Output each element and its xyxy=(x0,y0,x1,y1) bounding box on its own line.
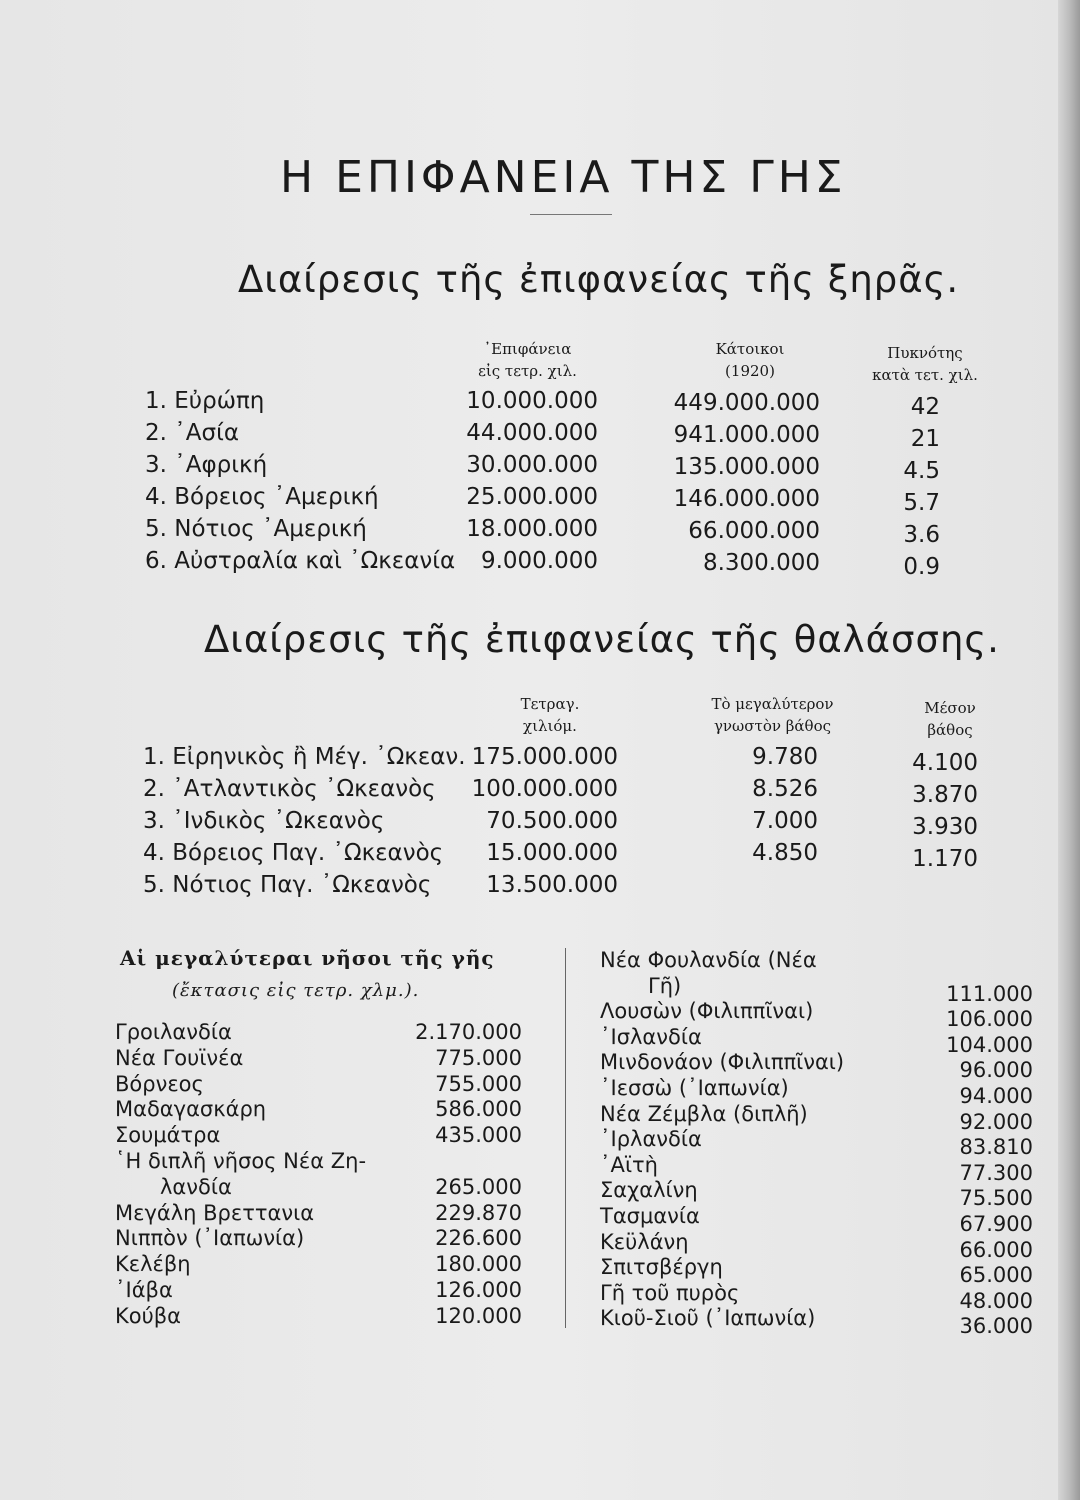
island-name: Γῆ τοῦ πυρὸς xyxy=(600,1280,740,1305)
sea-row-mean-depth: 3.870 xyxy=(912,782,978,808)
page-edge xyxy=(1058,0,1080,1500)
land-row-pop: 135.000.000 xyxy=(673,454,820,480)
sea-row-name: 3. ᾿Ινδικὸς ᾿Ωκεανὸς xyxy=(143,808,385,834)
island-name: Νέα Φουλανδία (Νέα xyxy=(600,948,817,972)
island-name: Σπιτσβέργη xyxy=(600,1255,723,1280)
island-area: 94.000 xyxy=(959,1084,1033,1108)
land-col-pop-line1: Κάτοικοι xyxy=(715,340,785,358)
island-name: Νιππὸν (᾿Ιαπωνία) xyxy=(115,1226,305,1251)
island-name: ῾Η διπλῆ νῆσος Νέα Ζη- xyxy=(115,1149,367,1173)
land-row-area: 9.000.000 xyxy=(480,548,598,574)
island-area: 755.000 xyxy=(435,1071,522,1096)
island-area: 106.000 xyxy=(946,1007,1033,1032)
land-row-name: 1. Εὐρώπη xyxy=(145,388,265,414)
land-row-name: 3. ᾿Αφρική xyxy=(145,452,268,478)
sea-row-max-depth: 9.780 xyxy=(752,744,818,770)
island-area: 126.000 xyxy=(435,1278,522,1302)
land-row-pop: 449.000.000 xyxy=(673,390,820,416)
land-col-pop-line2: (1920) xyxy=(725,362,775,380)
island-area: 2.170.000 xyxy=(415,1020,522,1044)
island-name: Σαχαλίνη xyxy=(600,1178,698,1203)
land-row-pop: 941.000.000 xyxy=(673,422,820,448)
land-col-density-line1: Πυκνότης xyxy=(887,344,963,362)
land-row-area: 44.000.000 xyxy=(466,420,598,446)
land-row-density: 0.9 xyxy=(903,554,940,580)
island-area: 586.000 xyxy=(435,1097,522,1122)
island-name: ᾿Ισλανδία xyxy=(600,1024,702,1049)
land-row-density: 3.6 xyxy=(903,522,940,548)
sea-row-area: 70.500.000 xyxy=(486,808,618,834)
sea-row-name: 1. Εἰρηνικὸς ἢ Μέγ. ᾿Ωκεαν. xyxy=(143,744,466,770)
island-area: 36.000 xyxy=(959,1314,1033,1339)
land-row-name: 6. Αὐστραλία καὶ ᾿Ωκεανία xyxy=(145,548,456,574)
sea-col-max-line1: Τὸ μεγαλύτερον xyxy=(711,695,834,713)
island-name: Μεγάλη Βρεττανια xyxy=(115,1200,315,1225)
islands-subheading: (ἔκτασις εἰς τετρ. χλμ.). xyxy=(172,980,420,1001)
sea-row-name: 4. Βόρειος Παγ. ᾿Ωκεανὸς xyxy=(143,840,444,866)
land-col-pop-header xyxy=(660,338,840,382)
island-name: Κεϋλάνη xyxy=(600,1229,689,1254)
island-name: Σουμάτρα xyxy=(115,1123,221,1148)
title-rule xyxy=(530,214,612,215)
island-area: 77.300 xyxy=(959,1160,1033,1185)
island-name: ᾿Ιάβα xyxy=(115,1278,173,1302)
island-name: ᾿Ιρλανδία xyxy=(600,1127,702,1152)
island-area: 83.810 xyxy=(959,1135,1033,1160)
island-area: 66.000 xyxy=(959,1237,1033,1262)
land-row-area: 25.000.000 xyxy=(466,484,598,510)
land-row-name: 2. ᾿Ασία xyxy=(145,420,240,446)
sea-col-max-line2: γνωστὸν βάθος xyxy=(713,717,832,735)
island-area: 775.000 xyxy=(435,1045,522,1070)
islands-heading: Αἱ μεγαλύτεραι νῆσοι τῆς γῆς xyxy=(120,946,495,970)
sea-row-name: 5. Νότιος Παγ. ᾿Ωκεανὸς xyxy=(143,872,432,898)
land-row-density: 42 xyxy=(910,394,940,420)
sea-row-max-depth: 7.000 xyxy=(752,808,818,834)
land-col-density-line2: κατὰ τετ. χιλ. xyxy=(872,366,978,384)
land-row-density: 21 xyxy=(910,426,940,452)
land-row-pop: 146.000.000 xyxy=(673,486,820,512)
land-col-area-line1: ᾿Επιφάνεια xyxy=(483,340,572,358)
island-name: Μινδονάον (Φιλιππῖναι) xyxy=(600,1050,845,1075)
sea-col-area-header xyxy=(470,693,630,737)
island-area: 96.000 xyxy=(959,1058,1033,1083)
land-row-name: 5. Νότιος ᾿Αμερική xyxy=(145,516,367,542)
island-name: λανδία xyxy=(160,1174,232,1199)
island-name: Κελέβη xyxy=(115,1252,191,1277)
island-name: Γροιλανδία xyxy=(115,1020,232,1044)
land-row-name: 4. Βόρειος ᾿Αμερική xyxy=(145,484,379,510)
island-area: 111.000 xyxy=(946,981,1033,1006)
island-name: Κούβα xyxy=(115,1303,182,1328)
island-name: Νέα Γουϊνέα xyxy=(115,1045,244,1070)
sea-row-mean-depth: 4.100 xyxy=(912,750,978,776)
island-name: Γῆ) xyxy=(648,973,682,998)
island-area: 226.600 xyxy=(435,1226,522,1251)
island-area: 48.000 xyxy=(959,1288,1033,1313)
island-area: 120.000 xyxy=(435,1303,522,1328)
island-area: 67.900 xyxy=(959,1212,1033,1236)
sea-row-area: 15.000.000 xyxy=(486,840,618,866)
land-row-area: 18.000.000 xyxy=(466,516,598,542)
sea-row-area: 175.000.000 xyxy=(471,744,618,770)
land-row-pop: 8.300.000 xyxy=(702,550,820,576)
island-area: 92.000 xyxy=(959,1109,1033,1134)
land-col-area-header xyxy=(430,338,625,382)
sea-col-mean-header xyxy=(895,697,1005,741)
island-name: Τασμανία xyxy=(600,1204,700,1228)
page-title: Η ΕΠΙΦΑΝΕΙΑ ΤΗΣ ΓΗΣ xyxy=(280,152,847,203)
land-row-density: 4.5 xyxy=(903,458,940,484)
island-area: 229.870 xyxy=(435,1200,522,1225)
island-area: 180.000 xyxy=(435,1252,522,1277)
sea-row-mean-depth: 1.170 xyxy=(912,846,978,872)
land-row-pop: 66.000.000 xyxy=(688,518,820,544)
island-area: 265.000 xyxy=(435,1174,522,1199)
sea-row-area: 13.500.000 xyxy=(486,872,618,898)
land-heading: Διαίρεσις τῆς ἐπιφανείας τῆς ξηρᾶς. xyxy=(238,258,960,301)
island-name: ᾿Αϊτὴ xyxy=(600,1152,658,1177)
sea-row-area: 100.000.000 xyxy=(471,776,618,802)
island-name: Μαδαγασκάρη xyxy=(115,1097,267,1122)
island-name: Βόρνεος xyxy=(115,1071,204,1096)
land-row-area: 10.000.000 xyxy=(466,388,598,414)
island-name: Λουσὼν (Φιλιππῖναι) xyxy=(600,999,814,1024)
island-name: ᾿Ιεσσὼ (᾿Ιαπωνία) xyxy=(600,1076,789,1100)
land-row-density: 5.7 xyxy=(903,490,940,516)
column-divider xyxy=(565,948,566,1328)
island-area: 435.000 xyxy=(435,1123,522,1148)
land-col-density-header xyxy=(840,342,1010,386)
sea-col-mean-line2: βάθος xyxy=(927,721,973,739)
land-col-area-line2: εἰς τετρ. χιλ. xyxy=(478,362,577,380)
sea-row-max-depth: 8.526 xyxy=(752,776,818,802)
island-name: Κιοῦ-Σιοῦ (᾿Ιαπωνία) xyxy=(600,1306,816,1331)
sea-col-max-header xyxy=(665,693,880,737)
land-row-area: 30.000.000 xyxy=(466,452,598,478)
sea-col-area-line1: Τετραγ. xyxy=(520,695,580,713)
sea-row-name: 2. ᾿Ατλαντικὸς ᾿Ωκεανὸς xyxy=(143,776,436,802)
sea-row-max-depth: 4.850 xyxy=(752,840,818,866)
sea-col-area-line2: χιλιόμ. xyxy=(523,717,577,735)
island-name: Νέα Ζέμβλα (διπλῆ) xyxy=(600,1101,808,1126)
island-area: 75.500 xyxy=(959,1186,1033,1211)
sea-heading: Διαίρεσις τῆς ἐπιφανείας τῆς θαλάσσης. xyxy=(204,618,1000,661)
sea-col-mean-line1: Μέσον xyxy=(924,699,976,717)
island-area: 65.000 xyxy=(959,1263,1033,1288)
island-area: 104.000 xyxy=(946,1032,1033,1057)
sea-row-mean-depth: 3.930 xyxy=(912,814,978,840)
